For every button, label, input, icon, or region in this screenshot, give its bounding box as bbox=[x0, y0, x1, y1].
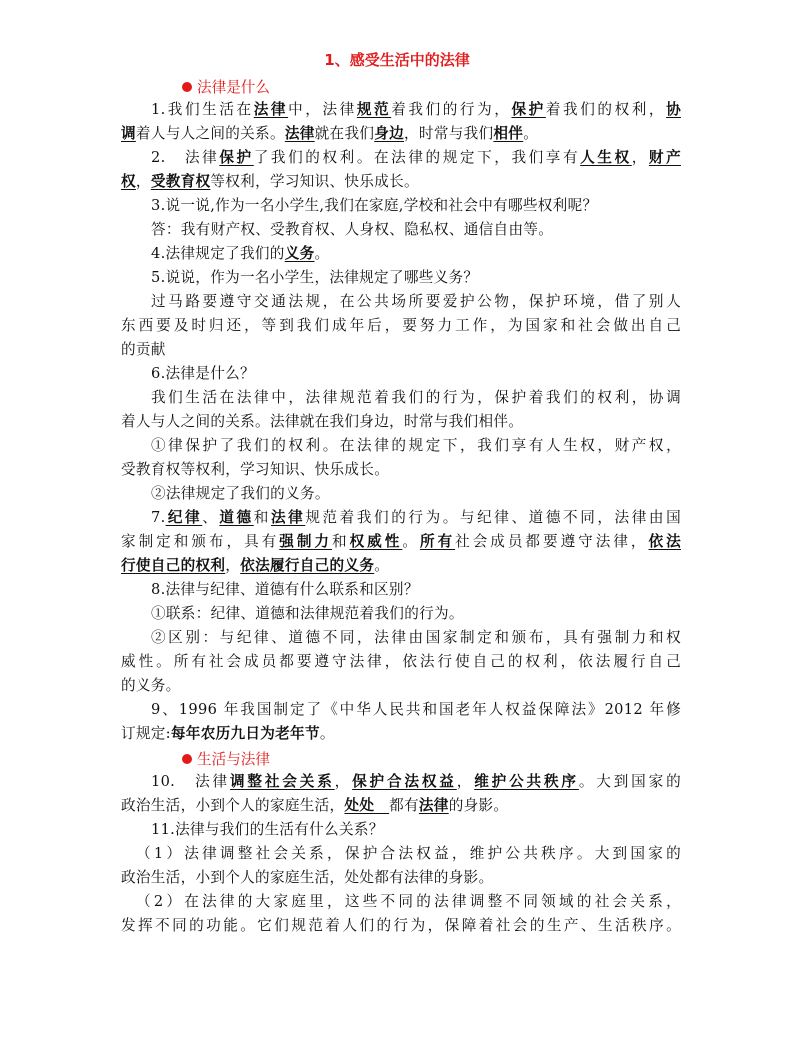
paragraph-line: 3.说一说,作为一名小学生,我们在家庭,学校和社会中有哪些权利呢？ bbox=[151, 197, 598, 214]
paragraph-line bbox=[121, 724, 681, 744]
paragraph-line: 受教育权等权利，学习知识、快乐成长。 bbox=[121, 461, 390, 478]
paragraph-line bbox=[151, 508, 681, 528]
paragraph-line: 着人与人之间的关系。法律就在我们身边，时常与我们相伴。 bbox=[121, 413, 524, 430]
section-heading-life-and-law bbox=[182, 748, 270, 769]
paragraph-line: 的贡献 bbox=[121, 341, 166, 358]
paragraph-line bbox=[121, 796, 681, 816]
keyword: 保护 bbox=[511, 101, 546, 118]
paragraph-line: （1）法律调整社会关系，保护合法权益，维护公共秩序。大到国家的 bbox=[136, 845, 681, 862]
text-run: 。大到国家的 bbox=[578, 773, 681, 790]
text-run: 的身影。 bbox=[448, 797, 509, 814]
red-bullet-icon bbox=[182, 754, 192, 764]
paragraph-line: 答：我有财产权、受教育权、人身权、隐私权、通信自由等。 bbox=[151, 221, 554, 238]
keyword: 义务 bbox=[284, 245, 315, 262]
paragraph-line bbox=[121, 556, 681, 576]
keyword: 行使自己的权利 bbox=[121, 557, 226, 574]
keyword: 调整社会关系 bbox=[229, 773, 335, 790]
text-run: 、 bbox=[202, 509, 220, 526]
section-heading-text: 生活与法律 bbox=[197, 751, 270, 768]
keyword: 法律 bbox=[270, 509, 306, 526]
red-bullet-icon bbox=[182, 82, 192, 92]
text-run: 着我们的权利， bbox=[545, 101, 667, 118]
keyword: 每年农历九日为老年节 bbox=[170, 725, 320, 742]
keyword: 财产 bbox=[648, 149, 681, 166]
text-run: ，时常与我们 bbox=[404, 125, 494, 142]
text-run: ， bbox=[631, 149, 649, 166]
paragraph-line: 过马路要遵守交通法规，在公共场所要爱护公物，保护环境，借了别人 bbox=[151, 293, 681, 310]
text-run: ， bbox=[135, 173, 151, 190]
text-run: 都有 bbox=[389, 797, 419, 814]
text-run: 2. 法律 bbox=[151, 149, 220, 166]
keyword: 保护合法权益 bbox=[352, 773, 457, 790]
keyword: 调 bbox=[121, 125, 136, 142]
section-heading-what-is-law bbox=[182, 76, 270, 97]
page-title: 1、感受生活中的法律 bbox=[324, 51, 470, 69]
keyword: 法律 bbox=[284, 125, 315, 142]
text-run: 4.法律规定了我们的 bbox=[151, 245, 285, 262]
text-run: 社会成员都要遵守法律， bbox=[455, 533, 649, 550]
keyword: 依法履行自己的义务 bbox=[240, 557, 375, 574]
paragraph-line bbox=[151, 100, 681, 120]
text-run: 家制定和颁布，具有 bbox=[121, 533, 280, 550]
paragraph-line: ②区别：与纪律、道德不同，法律由国家制定和颁布，具有强制力和权 bbox=[151, 629, 681, 646]
keyword: 强制力 bbox=[279, 533, 332, 550]
text-run: 政治生活，小到个人的家庭生活， bbox=[121, 797, 345, 814]
keyword: 受教育权 bbox=[150, 173, 211, 190]
paragraph-line bbox=[151, 148, 681, 168]
keyword: 法律 bbox=[253, 101, 289, 118]
paragraph-line: 6.法律是什么？ bbox=[151, 365, 255, 382]
text-run: 了我们的权利。在法律的规定下，我们享有 bbox=[253, 149, 581, 166]
text-run: 着人与人之间的关系。 bbox=[135, 125, 285, 142]
paragraph-line: 威性。所有社会成员都要遵守法律，依法行使自己的权利，依法履行自己 bbox=[121, 653, 681, 670]
keyword: 处处 bbox=[344, 797, 390, 814]
text-run: 等权利，学习知识、快乐成长。 bbox=[210, 173, 419, 190]
paragraph-line bbox=[121, 172, 681, 192]
text-run: 就在我们 bbox=[314, 125, 375, 142]
text-run: 。 bbox=[374, 557, 390, 574]
keyword: 权 bbox=[121, 173, 136, 190]
text-run: 10. 法律 bbox=[151, 773, 230, 790]
text-run: 中，法律 bbox=[288, 101, 357, 118]
keyword: 所有 bbox=[419, 533, 456, 550]
text-run: 。 bbox=[319, 725, 335, 742]
paragraph-line bbox=[151, 244, 681, 264]
text-run: ， bbox=[334, 773, 353, 790]
text-run: 规范着我们的行为。与纪律、道德不同，法律由国 bbox=[305, 509, 681, 526]
text-run: 和 bbox=[332, 533, 350, 550]
text-run: 。 bbox=[523, 125, 539, 142]
paragraph-line bbox=[121, 532, 681, 552]
text-run: 。 bbox=[402, 533, 420, 550]
keyword: 人生权 bbox=[580, 149, 632, 166]
text-run: 订规定: bbox=[121, 725, 171, 742]
keyword: 身边 bbox=[374, 125, 405, 142]
text-run: 着我们的行为， bbox=[391, 101, 512, 118]
keyword: 依法 bbox=[648, 533, 681, 550]
text-run: ， bbox=[456, 773, 475, 790]
paragraph-line: 发挥不同的功能。它们规范着人们的行为，保障着社会的生产、生活秩序。 bbox=[121, 917, 681, 934]
text-run: ， bbox=[225, 557, 241, 574]
section-heading-text: 法律是什么 bbox=[197, 79, 270, 96]
paragraph-line bbox=[121, 124, 681, 144]
paragraph-line bbox=[151, 772, 681, 792]
keyword: 规范 bbox=[356, 101, 392, 118]
paragraph-line: ②法律规定了我们的义务。 bbox=[151, 485, 330, 502]
paragraph-line: ①联系：纪律、道德和法律规范着我们的行为。 bbox=[151, 605, 464, 622]
keyword: 协 bbox=[666, 101, 682, 118]
keyword: 相伴 bbox=[493, 125, 524, 142]
keyword: 维护公共秩序 bbox=[474, 773, 579, 790]
paragraph-line: 9、1996 年我国制定了《中华人民共和国老年人权益保障法》2012 年修 bbox=[151, 701, 681, 718]
paragraph-line: 东西要及时归还，等到我们成年后，要努力工作，为国家和社会做出自己 bbox=[121, 317, 681, 334]
text-run: 。 bbox=[314, 245, 330, 262]
paragraph-line: 的义务。 bbox=[121, 677, 181, 694]
text-run: 和 bbox=[253, 509, 271, 526]
paragraph-line: （2）在法律的大家庭里，这些不同的法律调整不同领域的社会关系， bbox=[136, 893, 681, 910]
paragraph-line: 政治生活，小到个人的家庭生活，处处都有法律的身影。 bbox=[121, 869, 494, 886]
keyword: 纪律 bbox=[165, 509, 203, 526]
keyword: 道德 bbox=[219, 509, 254, 526]
paragraph-line: 11.法律与我们的生活有什么关系？ bbox=[151, 821, 384, 838]
text-run: 1.我们生活在 bbox=[151, 101, 254, 118]
paragraph-line: 5.说说，作为一名小学生，法律规定了哪些义务？ bbox=[151, 269, 479, 286]
paragraph-line: 我们生活在法律中，法律规范着我们的行为，保护着我们的权利，协调 bbox=[151, 389, 681, 406]
keyword: 权威性 bbox=[349, 533, 403, 550]
keyword: 法律 bbox=[418, 797, 449, 814]
text-run: 7. bbox=[151, 509, 166, 526]
paragraph-line: ①律保护了我们的权利。在法律的规定下，我们享有人生权，财产权， bbox=[151, 437, 681, 454]
paragraph-line: 8.法律与纪律、道德有什么联系和区别？ bbox=[151, 581, 419, 598]
keyword: 保护 bbox=[219, 149, 254, 166]
